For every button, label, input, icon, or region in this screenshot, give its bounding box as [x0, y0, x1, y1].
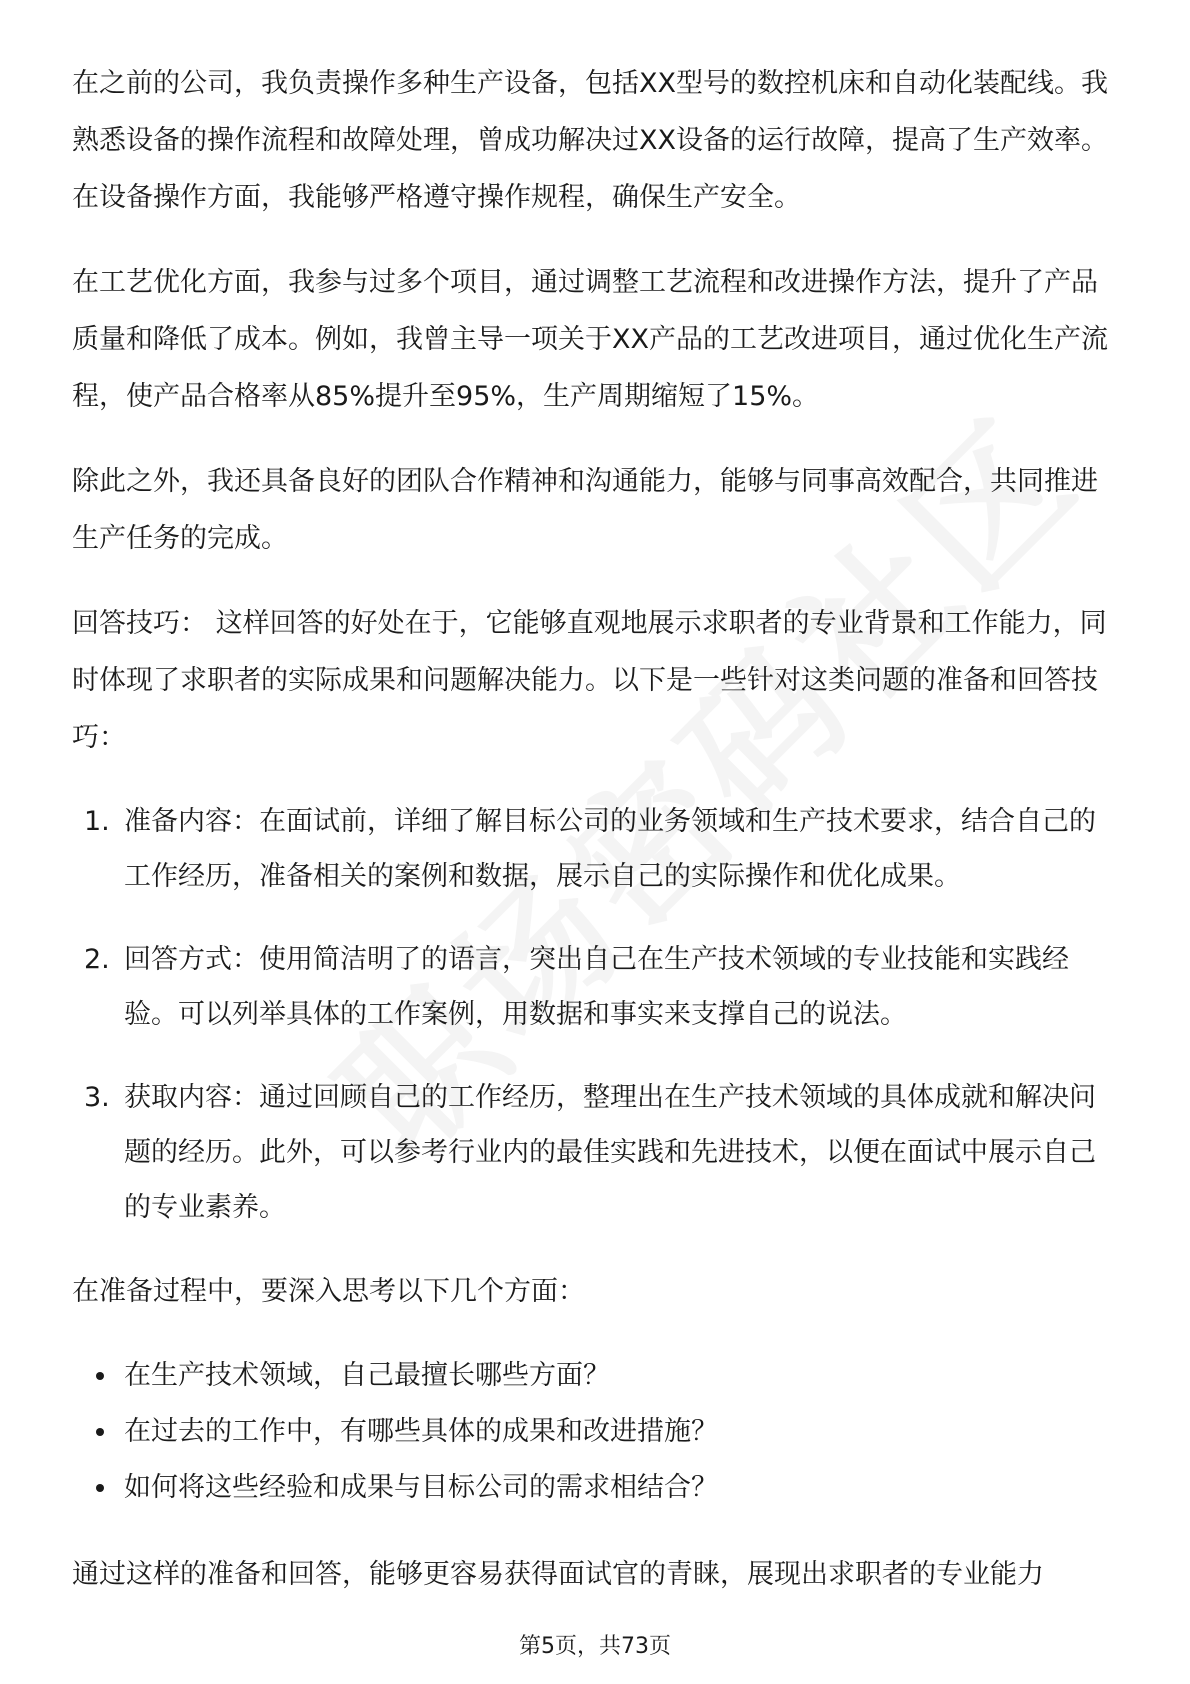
page-number: 第5页，共73页 [519, 1634, 671, 1659]
questions-list [72, 1348, 1118, 1516]
bullet-icon [96, 1484, 104, 1492]
bullet-icon [96, 1428, 104, 1436]
tip-text: 准备内容：在面试前，详细了解目标公司的业务领域和生产技术要求，结合自己的工作经历，准备相关的案例和数据，展示自己的实际操作和优化成果。 [124, 806, 1096, 892]
tip-text: 回答方式：使用简洁明了的语言，突出自己在生产技术领域的专业技能和实践经验。可以列举具体的工作案例，用数据和事实来支撑自己的说法。 [124, 944, 1069, 1030]
page-content [72, 55, 1118, 1631]
tip-number: 2. [84, 944, 110, 975]
paragraph-process-optimization: 在工艺优化方面，我参与过多个项目，通过调整工艺流程和改进操作方法，提升了产品质量和降低了成本。例如，我曾主导一项关于XX产品的工艺改进项目，通过优化生产流程，使产品合格率从85%提升至95%，生产周期缩短了15%。 [72, 267, 1108, 412]
question-text: 在生产技术领域，自己最擅长哪些方面？ [124, 1360, 610, 1391]
paragraph-answer-tips: 回答技巧： 这样回答的好处在于，它能够直观地展示求职者的专业背景和工作能力，同时体现了求职者的实际成果和问题解决能力。以下是一些针对这类问题的准备和回答技巧： [72, 608, 1107, 753]
tips-list [72, 794, 1118, 1235]
tip-item [72, 794, 1118, 904]
bullet-icon [96, 1372, 104, 1380]
tip-number: 1. [84, 806, 110, 837]
tip-item [72, 932, 1118, 1042]
paragraph-equipment: 在之前的公司，我负责操作多种生产设备，包括XX型号的数控机床和自动化装配线。我熟悉设备的操作流程和故障处理，曾成功解决过XX设备的运行故障，提高了生产效率。在设备操作方面，我能够严格遵守操作规程，确保生产安全。 [72, 68, 1108, 213]
paragraph-preparation: 在准备过程中，要深入思考以下几个方面： [72, 1276, 585, 1307]
question-item [72, 1348, 1118, 1404]
paragraph-teamwork: 除此之外，我还具备良好的团队合作精神和沟通能力，能够与同事高效配合，共同推进生产任务的完成。 [72, 466, 1098, 554]
question-text: 在过去的工作中，有哪些具体的成果和改进措施？ [124, 1416, 718, 1447]
tip-text: 获取内容：通过回顾自己的工作经历，整理出在生产技术领域的具体成就和解决问题的经历。此外，可以参考行业内的最佳实践和先进技术，以便在面试中展示自己的专业素养。 [124, 1082, 1096, 1223]
question-text: 如何将这些经验和成果与目标公司的需求相结合？ [124, 1472, 718, 1503]
question-item [72, 1460, 1118, 1516]
paragraph-conclusion: 通过这样的准备和回答，能够更容易获得面试官的青睐，展现出求职者的专业能力 [72, 1559, 1044, 1590]
question-item [72, 1404, 1118, 1460]
tip-number: 3. [84, 1082, 110, 1113]
tip-item [72, 1070, 1118, 1235]
